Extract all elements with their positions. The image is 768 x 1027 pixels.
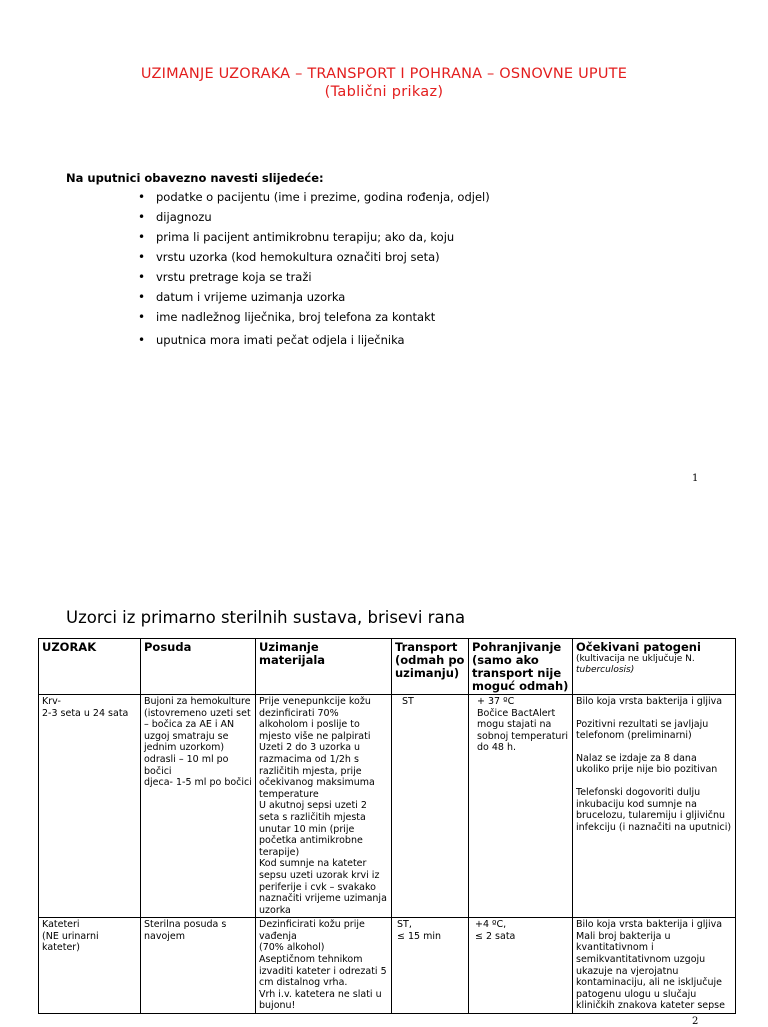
cell-line: temperature [259, 788, 319, 800]
document-title: UZIMANJE UZORAKA – TRANSPORT I POHRANA – OSNOVNE UPUTE [140, 66, 628, 82]
cell-line: vađenja [259, 930, 297, 942]
cell-line: djeca- 1-5 ml po bočici [144, 777, 252, 789]
cell-line: ST [402, 696, 414, 707]
cell-posuda [141, 918, 256, 1014]
cell-line: Kateteri [42, 919, 80, 931]
cell-line: jednim uzorkom) [144, 742, 225, 754]
list-item: • uputnica mora imati pečat odjela i liječnika [138, 333, 490, 353]
cell-line: (istovremeno uzeti set [144, 707, 251, 719]
cell-line: kliničkih znakova kateter sepse [576, 1000, 725, 1012]
cell-line: inkubaciju kod sumnje na [576, 798, 697, 810]
cell-line: Aseptičnom tehnikom [259, 954, 363, 966]
cell-patogeni [573, 695, 736, 918]
paragraph-gap [576, 742, 732, 753]
table-header-row [39, 639, 736, 695]
cell-line: sepsu uzeti uzorak krvi iz [259, 869, 380, 881]
cell-line: ST, [397, 919, 412, 931]
list-item: • datum i vrijeme uzimanja uzorka [138, 290, 490, 310]
header-line: Transport [395, 640, 458, 654]
header-line: (odmah po [395, 653, 465, 667]
cell-line: Telefonski dogovoriti dulju [576, 786, 701, 798]
list-item: • podatke o pacijentu (ime i prezime, godina rođenja, odjel) [138, 190, 490, 210]
cell-line: Sterilna posuda s [144, 919, 227, 931]
cell-line: razmacima od 1/2h s [259, 753, 359, 765]
cell-line: Prije venepunkcije kožu [259, 696, 371, 707]
header-pohranjivanje [469, 639, 573, 695]
cell-line: alkoholom i poslije to [259, 719, 360, 731]
cell-line: naznačiti vrijeme uzimanja [259, 893, 387, 905]
header-line: transport nije [472, 666, 562, 680]
cell-line: kontaminaciju, ali ne isključuje [576, 977, 722, 989]
cell-line: Mali broj bakterija u [576, 930, 671, 942]
header-line: Pohranjivanje [472, 640, 562, 654]
cell-pohranjivanje [469, 918, 573, 1014]
cell-line: uzgoj smatraju se [144, 730, 229, 742]
page-number: 1 [692, 473, 699, 484]
section-title: Uzorci iz primarno sterilnih sustava, brisevi rana [66, 608, 466, 627]
cell-uzorak [39, 695, 141, 918]
cell-line: dezinficirati 70% [259, 707, 339, 719]
cell-posuda [141, 695, 256, 918]
cell-patogeni [573, 918, 736, 1014]
cell-line: – bočica za AE i AN [144, 719, 235, 731]
table-row [39, 918, 736, 1014]
paragraph-gap [576, 776, 732, 787]
cell-uzimanje [256, 918, 392, 1014]
header-line: Očekivani patogeni [576, 640, 701, 654]
cell-line: sobnoj temperaturi [477, 730, 569, 742]
cell-line: različitih mjesta, prije [259, 765, 362, 777]
cell-line: cm distalnog vrha. [259, 977, 348, 989]
list-item: • prima li pacijent antimikrobnu terapiju; ako da, koju [138, 230, 490, 250]
cell-line: infekciju (i naznačiti na uputnici) [576, 821, 732, 833]
cell-line: + 37 ºC [477, 696, 515, 707]
cell-line: mjesto više ne palpirati [259, 730, 371, 742]
header-posuda: Posuda [141, 639, 256, 695]
cell-line: bujonu! [259, 1000, 296, 1012]
cell-uzimanje [256, 695, 392, 918]
referral-intro: Na uputnici obavezno navesti slijedeće: [66, 171, 324, 185]
header-line: uzimanju) [395, 666, 460, 680]
cell-line: Kod sumnje na kateter [259, 858, 367, 870]
cell-line: (70% alkohol) [259, 942, 325, 954]
cell-line: uzorka [259, 904, 291, 916]
header-line: moguć odmah) [472, 679, 569, 693]
header-line: (samo ako [472, 653, 539, 667]
cell-line: ukoliko prije nije bio pozitivan [576, 764, 718, 776]
cell-line: Bilo koja vrsta bakterija i gljiva [576, 696, 723, 707]
paragraph-gap [576, 708, 732, 719]
list-item: • ime nadležnog liječnika, broj telefona za kontakt [138, 310, 490, 330]
cell-line: brucelozu, tularemiju i gljivičnu [576, 810, 725, 822]
table-row [39, 695, 736, 918]
cell-line: semikvantitativnom uzgoju [576, 954, 706, 966]
document-subtitle: (Tablični prikaz) [324, 84, 444, 100]
cell-line: Nalaz se izdaje za 8 dana [576, 752, 697, 764]
cell-line: periferije i cvk – svakako [259, 881, 376, 893]
referral-requirements-list [138, 190, 490, 353]
cell-line: ≤ 2 sata [475, 930, 516, 942]
header-uzimanje: Uzimanje materijala [256, 639, 392, 695]
cell-line: 2-3 seta u 24 sata [42, 707, 129, 719]
cell-uzorak [39, 918, 141, 1014]
specimen-table [38, 638, 736, 1014]
cell-line: Pozitivni rezultati se javljaju [576, 718, 709, 730]
cell-line: kateter) [42, 942, 80, 954]
cell-line: Bilo koja vrsta bakterija i gljiva [576, 919, 723, 931]
list-item: • dijagnozu [138, 210, 490, 230]
cell-line: seta s različitih mjesta [259, 811, 366, 823]
header-uzorak: UZORAK [39, 639, 141, 695]
header-transport [392, 639, 469, 695]
cell-line: Vrh i.v. katetera ne slati u [259, 988, 382, 1000]
cell-line: očekivanog maksimuma [259, 777, 375, 789]
cell-line: Dezinficirati kožu prije [259, 919, 365, 931]
cell-transport [392, 918, 469, 1014]
cell-line: kvantitativnom i [576, 942, 654, 954]
cell-line: mogu stajati na [477, 719, 552, 731]
cell-line: Uzeti 2 do 3 uzorka u [259, 742, 361, 754]
list-item: • vrstu pretrage koja se traži [138, 270, 490, 290]
list-item: • vrstu uzorka (kod hemokultura označiti broj seta) [138, 250, 490, 270]
cell-transport [392, 695, 469, 918]
page-number: 2 [692, 1016, 699, 1027]
cell-line: ukazuje na vjerojatnu [576, 965, 679, 977]
cell-line: +4 ºC, [475, 919, 507, 931]
header-note: tuberculosis) [576, 665, 635, 675]
cell-line: navojem [144, 930, 186, 942]
header-note: (kultivacija ne uključuje N. [576, 654, 695, 664]
cell-line: ≤ 15 min [397, 930, 442, 942]
cell-line: (NE urinarni [42, 930, 99, 942]
cell-line: izvaditi kateter i odrezati 5 [259, 965, 387, 977]
cell-line: patogenu ulogu u slučaju [576, 988, 697, 1000]
cell-pohranjivanje [469, 695, 573, 918]
cell-line: unutar 10 min (prije [259, 823, 355, 835]
cell-line: Bočice BactAlert [477, 707, 556, 719]
cell-line: Krv- [42, 696, 61, 707]
cell-line: Bujoni za hemokulture [144, 696, 251, 707]
cell-line: telefonom (preliminarni) [576, 730, 692, 742]
header-patogeni [573, 639, 736, 695]
cell-line: početka antimikrobne [259, 835, 363, 847]
cell-line: terapije) [259, 846, 300, 858]
cell-line: U akutnoj sepsi uzeti 2 [259, 800, 367, 812]
cell-line: bočici [144, 765, 172, 777]
cell-line: do 48 h. [477, 742, 517, 754]
cell-line: odrasli – 10 ml po [144, 753, 229, 765]
